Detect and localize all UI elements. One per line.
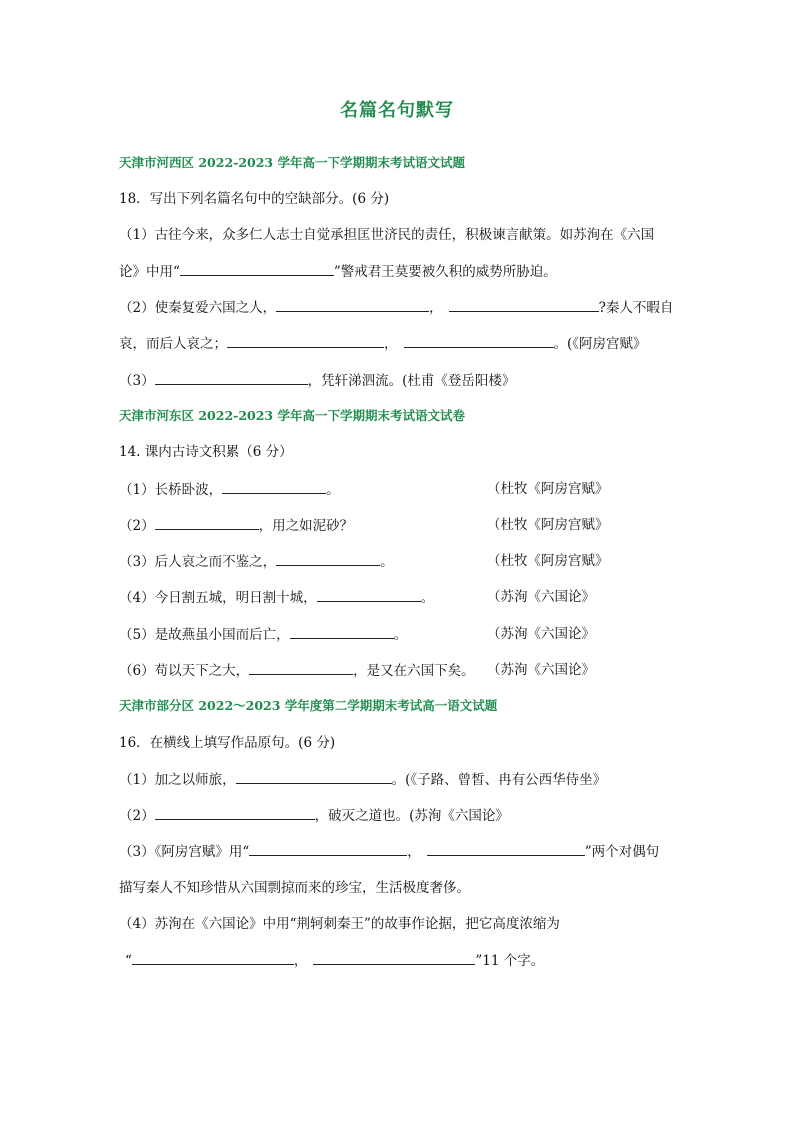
text: 。: [420, 590, 435, 606]
text: ”11 个字。: [475, 953, 545, 969]
text: “: [125, 953, 132, 969]
q14-item-1: [119, 479, 679, 500]
question-14: 14. 课内古诗文积累（6 分）: [119, 444, 293, 460]
q16-item-4-line-1: （4）苏洵在《六国论》中用“荆轲刺秦王”的故事作论据，把它高度浓缩为: [119, 916, 560, 932]
text: （1）加之以师旅，: [119, 772, 236, 788]
q18-item-3: [119, 370, 515, 391]
q14-item-4: [119, 587, 679, 608]
answer-blank[interactable]: [180, 261, 334, 276]
text: ，破灭之道也。(苏洵《六国论》: [314, 808, 509, 824]
q14-item-6: [119, 660, 679, 681]
question-16: 16．在横线上填写作品原句。(6 分): [119, 735, 336, 751]
answer-blank[interactable]: [276, 551, 380, 566]
q16-item-4-line-2: [125, 950, 544, 971]
text: （5）是故燕虽小国而后亡，: [119, 627, 290, 643]
source-label: （杜牧《阿房宫赋》: [487, 481, 609, 497]
q18-item-1-line-2: [119, 261, 557, 282]
text: ”警戒君王莫要被久积的威势所胁迫。: [333, 264, 557, 280]
answer-blank[interactable]: [155, 515, 259, 530]
source-label: （苏洵《六国论》: [487, 662, 595, 678]
text: ”两个对偶句: [584, 844, 660, 860]
answer-blank[interactable]: [427, 841, 585, 856]
answer-blank[interactable]: [313, 950, 475, 965]
text: （2）: [119, 518, 155, 534]
source-label: （杜牧《阿房宫赋》: [487, 553, 609, 569]
text: 论》中用“: [119, 264, 180, 280]
q16-item-3-line-1: [119, 841, 659, 862]
q14-item-3: [119, 551, 679, 572]
text: （6）苟以天下之大，: [119, 663, 250, 679]
text: 。: [393, 627, 408, 643]
question-18: 18．写出下列名篇名句中的空缺部分。(6 分): [119, 191, 390, 207]
text: （1）长桥卧波，: [119, 482, 223, 498]
q18-item-2-line-1: [119, 297, 673, 318]
text: ，: [407, 844, 421, 860]
text: ，: [293, 953, 308, 969]
text: 。: [380, 554, 394, 570]
text: （2）使秦复爱六国之人，: [119, 300, 277, 316]
text: 哀，而后人哀之；: [119, 336, 227, 352]
text: ?秦人不暇自: [598, 300, 674, 316]
text: （4）今日割五城，明日割十城，: [119, 590, 317, 606]
section-heading-hexi: 天津市河西区 2022-2023 学年高一下学期期末考试语文试题: [119, 155, 465, 170]
answer-blank[interactable]: [249, 841, 407, 856]
answer-blank[interactable]: [155, 370, 308, 385]
text: ，用之如泥砂？: [258, 518, 354, 534]
answer-blank[interactable]: [276, 297, 429, 312]
text: 。(《阿房宫赋》: [553, 336, 647, 352]
section-heading-bufenqu: 天津市部分区 2022～2023 学年度第二学期期末考试高一语文试题: [119, 698, 498, 713]
answer-blank[interactable]: [317, 587, 421, 602]
text: ，: [429, 300, 443, 316]
source-label: （苏洵《六国论》: [487, 589, 595, 605]
page-title: 名篇名句默写: [340, 100, 454, 121]
answer-blank[interactable]: [449, 297, 599, 312]
q18-item-1-line-1: （1）古往今来，众多仁人志士自觉承担匡世济民的责任，积极谏言献策。如苏洵在《六国: [119, 227, 655, 243]
q14-item-5: [119, 624, 679, 645]
answer-blank[interactable]: [249, 660, 353, 675]
q14-item-2: [119, 515, 679, 536]
q16-item-2: [119, 805, 509, 826]
text: ，是又在六国下矣。: [353, 663, 475, 679]
q18-item-2-line-2: [119, 333, 647, 354]
text: （2）: [119, 808, 155, 824]
answer-blank[interactable]: [132, 950, 294, 965]
answer-blank[interactable]: [222, 479, 326, 494]
q16-item-1: [119, 769, 606, 790]
text: （3）《阿房宫赋》用“: [119, 844, 250, 860]
source-label: （杜牧《阿房宫赋》: [487, 517, 609, 533]
text: （3）: [119, 373, 155, 389]
section-heading-hedong: 天津市河东区 2022-2023 学年高一下学期期末考试语文试卷: [119, 408, 465, 423]
text: 。(《子路、曾皙、冉有公西华侍坐》: [391, 772, 607, 788]
source-label: （苏洵《六国论》: [487, 626, 595, 642]
text: ，: [384, 336, 398, 352]
answer-blank[interactable]: [290, 624, 394, 639]
text: ，凭轩涕泗流。(杜甫《登岳阳楼》: [307, 373, 516, 389]
q16-item-3-line-2: 描写秦人不知珍惜从六国剽掠而来的珍宝，生活极度奢侈。: [119, 880, 470, 896]
text: （3）后人哀之而不鉴之，: [119, 554, 277, 570]
answer-blank[interactable]: [404, 333, 554, 348]
answer-blank[interactable]: [227, 333, 384, 348]
answer-blank[interactable]: [236, 769, 392, 784]
text: 。: [326, 482, 340, 498]
answer-blank[interactable]: [155, 805, 315, 820]
